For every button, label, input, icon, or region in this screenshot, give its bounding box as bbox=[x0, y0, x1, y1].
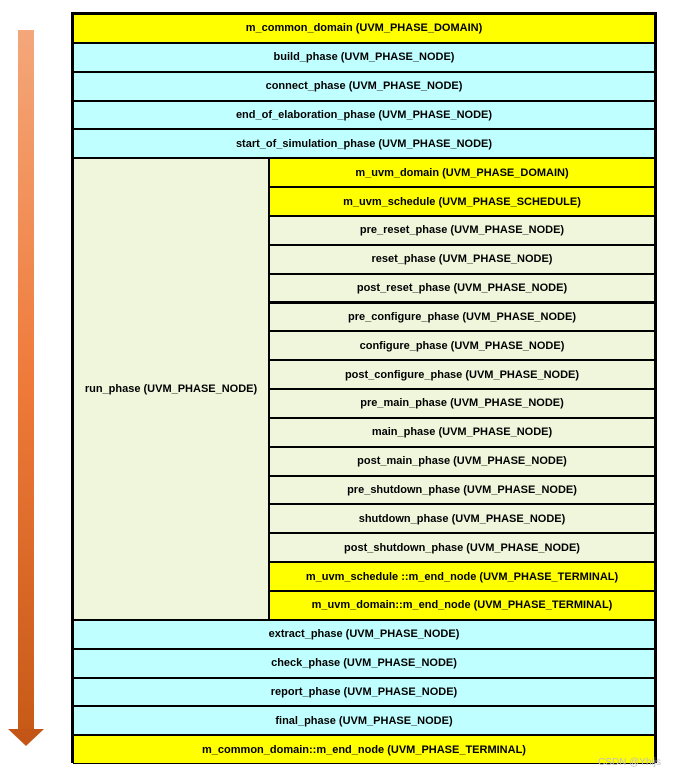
run-subphase-row-label: main_phase (UVM_PHASE_NODE) bbox=[371, 426, 553, 439]
phase-row-label: check_phase (UVM_PHASE_NODE) bbox=[271, 657, 457, 670]
phase-row-label: final_phase (UVM_PHASE_NODE) bbox=[275, 714, 453, 727]
run-subphase-row bbox=[269, 187, 655, 216]
run-phase-cell-label: run_phase (UVM_PHASE_NODE) bbox=[84, 383, 258, 396]
time-arrow bbox=[8, 30, 44, 748]
phase-row-label: report_phase (UVM_PHASE_NODE) bbox=[270, 685, 458, 698]
run-subphase-row bbox=[269, 216, 655, 245]
run-subphase-row bbox=[269, 245, 655, 274]
phase-row bbox=[73, 14, 655, 43]
run-subphase-row bbox=[269, 274, 655, 303]
run-subphase-row-label: pre_reset_phase (UVM_PHASE_NODE) bbox=[359, 224, 565, 237]
phase-row bbox=[73, 649, 655, 678]
run-subphase-row-label: m_uvm_schedule ::m_end_node (UVM_PHASE_TERMINAL) bbox=[305, 570, 619, 583]
run-subphase-row-label: m_uvm_schedule (UVM_PHASE_SCHEDULE) bbox=[343, 195, 581, 208]
time-arrow-shaft bbox=[18, 30, 34, 732]
phase-row bbox=[73, 72, 655, 101]
phase-row-label: start_of_simulation_phase (UVM_PHASE_NODE) bbox=[235, 137, 493, 150]
run-subphase-row-label: m_uvm_domain::m_end_node (UVM_PHASE_TERMINAL) bbox=[311, 599, 613, 612]
run-subphase-row-label: shutdown_phase (UVM_PHASE_NODE) bbox=[358, 512, 566, 525]
phase-row bbox=[73, 43, 655, 72]
run-subphase-row bbox=[269, 533, 655, 562]
phase-row bbox=[73, 678, 655, 707]
phase-row-label: build_phase (UVM_PHASE_NODE) bbox=[273, 51, 455, 64]
run-subphase-row bbox=[269, 360, 655, 389]
run-subphase-row-label: post_configure_phase (UVM_PHASE_NODE) bbox=[344, 368, 580, 381]
phase-row bbox=[73, 101, 655, 130]
run-subphase-row bbox=[269, 562, 655, 591]
run-subphase-row bbox=[269, 447, 655, 476]
run-subphase-row-label: configure_phase (UVM_PHASE_NODE) bbox=[359, 339, 565, 352]
watermark: CSDN @Yhijs bbox=[598, 757, 661, 768]
phase-row-label: end_of_elaboration_phase (UVM_PHASE_NODE) bbox=[235, 108, 493, 121]
run-subphase-row-label: reset_phase (UVM_PHASE_NODE) bbox=[371, 253, 553, 266]
run-phase-cell bbox=[73, 158, 269, 620]
run-subphase-row bbox=[269, 389, 655, 418]
run-subphase-row-label: post_reset_phase (UVM_PHASE_NODE) bbox=[356, 282, 568, 295]
run-subphase-row bbox=[269, 418, 655, 447]
run-subphase-row bbox=[269, 591, 655, 620]
run-subphase-row bbox=[269, 476, 655, 505]
phase-row-label: m_common_domain (UVM_PHASE_DOMAIN) bbox=[245, 22, 483, 35]
phase-row bbox=[73, 620, 655, 649]
phase-row-label: m_common_domain::m_end_node (UVM_PHASE_TERMINAL) bbox=[202, 743, 526, 756]
run-subphase-row-label: pre_configure_phase (UVM_PHASE_NODE) bbox=[348, 310, 576, 323]
run-subphase-row bbox=[269, 303, 655, 332]
run-subphase-row-label: post_main_phase (UVM_PHASE_NODE) bbox=[357, 455, 567, 468]
run-subphase-row bbox=[269, 504, 655, 533]
run-subphase-row-label: pre_shutdown_phase (UVM_PHASE_NODE) bbox=[347, 484, 577, 497]
phase-row bbox=[73, 735, 655, 764]
run-subphase-row bbox=[269, 331, 655, 360]
phase-table bbox=[71, 12, 657, 763]
phase-row-label: connect_phase (UVM_PHASE_NODE) bbox=[265, 80, 463, 93]
time-arrow-head bbox=[8, 729, 44, 746]
phase-row-label: extract_phase (UVM_PHASE_NODE) bbox=[268, 628, 460, 641]
run-subphase-row bbox=[269, 158, 655, 187]
run-subphase-row-label: pre_main_phase (UVM_PHASE_NODE) bbox=[360, 397, 564, 410]
phase-row bbox=[73, 129, 655, 158]
run-subphase-row-label: m_uvm_domain (UVM_PHASE_DOMAIN) bbox=[355, 166, 569, 179]
phase-row bbox=[73, 706, 655, 735]
run-subphase-row-label: post_shutdown_phase (UVM_PHASE_NODE) bbox=[344, 541, 580, 554]
